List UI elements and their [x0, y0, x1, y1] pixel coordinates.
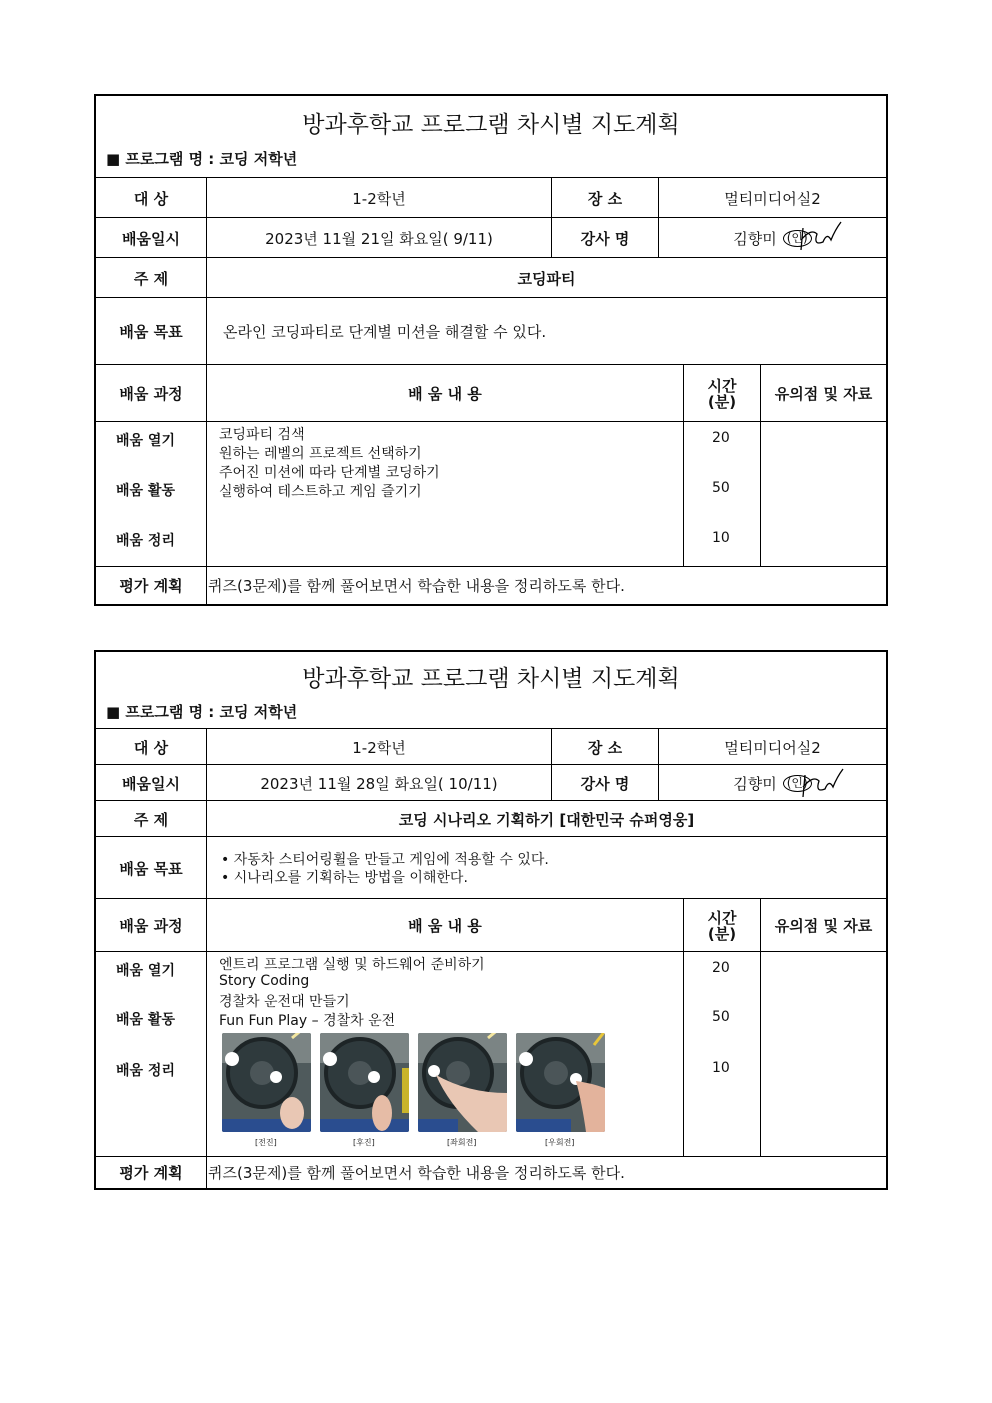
stage-activity: 배움 활동: [116, 483, 175, 499]
content-line: Fun Fun Play – 경찰차 운전: [219, 1013, 396, 1029]
row-topic: [96, 800, 886, 837]
row-content: [96, 421, 886, 567]
steering-photo-forward: [222, 1033, 311, 1132]
row-target: [96, 177, 886, 218]
goal-value: [206, 298, 886, 365]
plan-title: 방과후학교 프로그램 차시별 지도계획: [302, 666, 680, 692]
content-column: [206, 952, 683, 1157]
program-name: ■ 프로그램 명 : 코딩 저학년: [106, 703, 298, 721]
notes-label: 유의점 및 자료: [760, 365, 886, 422]
teacher-value: 김향미: [733, 774, 777, 793]
place-label: 장 소: [551, 729, 658, 765]
time-label: 시간 (분): [683, 365, 760, 422]
seal-mark: (인): [783, 230, 812, 247]
topic-value: 코딩 시나리오 기획하기 [대한민국 슈퍼영웅]: [206, 801, 886, 837]
teacher-cell: [658, 765, 886, 801]
row-target: [96, 728, 886, 765]
row-content: [96, 951, 886, 1157]
row-process-header: [96, 898, 886, 952]
teacher-label: 강사 명: [551, 218, 658, 258]
seal-mark: (인): [783, 775, 812, 792]
date-value: 2023년 11월 28일 화요일( 10/11): [206, 765, 551, 801]
row-date: [96, 217, 886, 258]
target-label: 대 상: [133, 189, 169, 208]
steering-wheel-icon: [222, 1033, 311, 1132]
signature-icon: [799, 767, 849, 799]
steering-wheel-icon: [418, 1033, 507, 1132]
stage-wrap: 배움 정리: [116, 1063, 175, 1079]
notes-label: 유의점 및 자료: [760, 899, 886, 952]
photo-caption: [우회전]: [545, 1138, 575, 1147]
teacher-value: 김향미: [733, 229, 777, 248]
photo-caption: [후진]: [353, 1138, 375, 1147]
time-wrap: 10: [712, 530, 730, 546]
eval-value: 퀴즈(3문제)를 함께 풀어보면서 학습한 내용을 정리하도록 한다.: [206, 1157, 886, 1188]
goal-line: 온라인 코딩파티로 단계별 미션을 해결할 수 있다.: [223, 323, 547, 341]
place-value: 멀티미디어실2: [658, 178, 886, 218]
goal-label: 배움 목표: [119, 323, 183, 341]
target-value: 1-2학년: [206, 178, 551, 218]
content-line: 경찰차 운전대 만들기: [219, 994, 350, 1010]
topic-label: 주 제: [133, 810, 169, 829]
row-process-header: [96, 364, 886, 422]
time-label: 시간 (분): [683, 899, 760, 952]
content-label: 배 움 내 용: [206, 365, 683, 422]
teacher-label: 강사 명: [551, 765, 658, 801]
goal-line: • 자동차 스티어링휠을 만들고 게임에 적용할 수 있다.: [221, 852, 549, 868]
row-date: [96, 764, 886, 801]
row-goal: [96, 297, 886, 365]
lesson-plan-2: [94, 650, 888, 1190]
stage-open: 배움 열기: [116, 963, 175, 979]
program-name: ■ 프로그램 명 : 코딩 저학년: [106, 150, 298, 168]
stage-wrap: 배움 정리: [116, 533, 175, 549]
time-open: 20: [712, 960, 730, 976]
goal-label: 배움 목표: [119, 859, 183, 878]
topic-label: 주 제: [133, 269, 169, 288]
content-line: 원하는 레벨의 프로젝트 선택하기: [219, 446, 422, 462]
steering-photo-backward: [320, 1033, 409, 1132]
date-value: 2023년 11월 21일 화요일( 9/11): [206, 218, 551, 258]
target-value: 1-2학년: [206, 729, 551, 765]
row-eval: [96, 566, 886, 604]
row-topic: [96, 257, 886, 298]
content-line: 주어진 미션에 따라 단계별 코딩하기: [219, 465, 440, 481]
eval-value: 퀴즈(3문제)를 함께 풀어보면서 학습한 내용을 정리하도록 한다.: [206, 567, 886, 604]
content-column: [206, 422, 683, 567]
teacher-cell: [658, 218, 886, 258]
content-line: 코딩파티 검색: [219, 427, 305, 443]
content-label: 배 움 내 용: [206, 899, 683, 952]
target-label: 대 상: [133, 738, 169, 757]
steering-photo-left: [418, 1033, 507, 1132]
row-goal: [96, 836, 886, 899]
content-line: 엔트리 프로그램 실행 및 하드웨어 준비하기: [219, 957, 485, 973]
time-column: [683, 952, 760, 1157]
steering-wheel-icon: [320, 1033, 409, 1132]
plan-title: 방과후학교 프로그램 차시별 지도계획: [302, 112, 680, 138]
row-eval: [96, 1156, 886, 1188]
stage-open: 배움 열기: [116, 433, 175, 449]
date-label: 배움일시: [122, 229, 180, 248]
notes-column: [760, 952, 886, 1157]
eval-label: 평가 계획: [119, 1164, 183, 1182]
content-line: Story Coding: [219, 973, 310, 989]
time-open: 20: [712, 430, 730, 446]
date-label: 배움일시: [122, 774, 180, 793]
topic-value: 코딩파티: [206, 258, 886, 298]
time-column: [683, 422, 760, 567]
time-activity: 50: [712, 1009, 730, 1025]
process-label: 배움 과정: [119, 917, 183, 935]
eval-label: 평가 계획: [119, 577, 183, 595]
steering-photo-right: [516, 1033, 605, 1132]
place-value: 멀티미디어실2: [658, 729, 886, 765]
process-label: 배움 과정: [119, 385, 183, 403]
stages-column: [96, 952, 206, 1157]
goal-value: [206, 837, 886, 899]
content-line: 실행하여 테스트하고 게임 즐기기: [219, 484, 422, 500]
goal-line: • 시나리오를 기획하는 방법을 이해한다.: [221, 870, 468, 886]
time-wrap: 10: [712, 1060, 730, 1076]
lesson-plan-1: [94, 94, 888, 606]
place-label: 장 소: [551, 178, 658, 218]
time-activity: 50: [712, 480, 730, 496]
signature-icon: [797, 220, 847, 252]
photo-caption: [좌회전]: [447, 1138, 477, 1147]
steering-wheel-icon: [516, 1033, 605, 1132]
notes-column: [760, 422, 886, 567]
photo-caption: [전진]: [255, 1138, 277, 1147]
stage-activity: 배움 활동: [116, 1012, 175, 1028]
stages-column: [96, 422, 206, 567]
